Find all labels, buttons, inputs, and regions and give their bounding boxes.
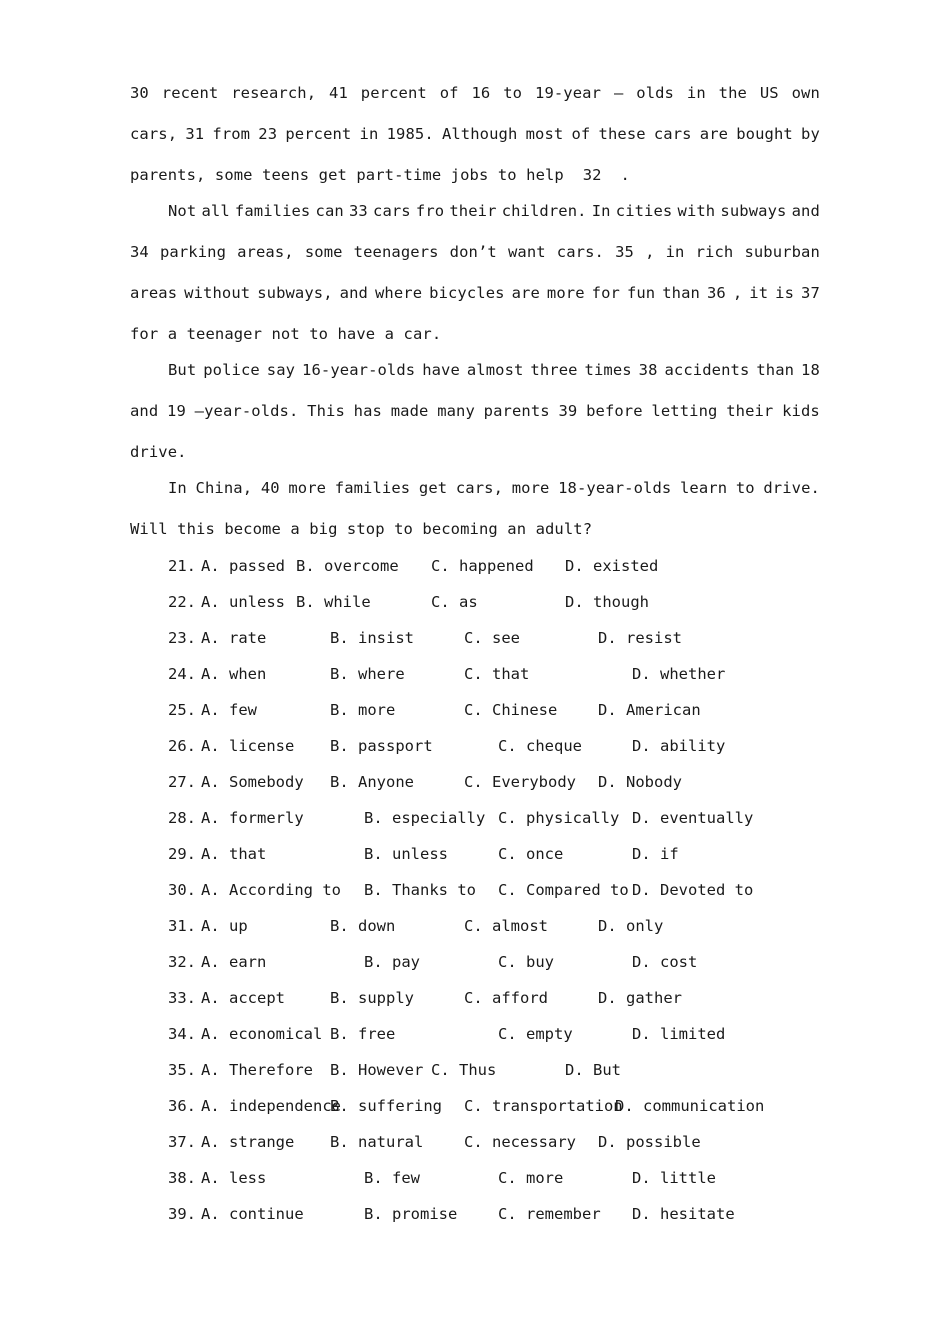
option-d: D. American bbox=[598, 701, 701, 719]
option-a: A. economical bbox=[201, 1025, 323, 1043]
passage-word: 36 bbox=[706, 284, 726, 302]
option-a: A. According to bbox=[201, 881, 341, 899]
option-a: A. passed bbox=[201, 557, 285, 575]
option-d: D. But bbox=[565, 1061, 621, 1079]
passage-word: fun bbox=[626, 284, 656, 302]
passage-word: 35 bbox=[615, 243, 634, 261]
option-d: D. if bbox=[632, 845, 679, 863]
passage-line bbox=[130, 324, 820, 344]
question-number: 33. bbox=[168, 989, 196, 1007]
option-a: A. up bbox=[201, 917, 248, 935]
option-b: B. However bbox=[330, 1061, 424, 1079]
question-row bbox=[168, 1132, 768, 1152]
passage-word: subways bbox=[720, 202, 787, 220]
option-a: A. less bbox=[201, 1169, 267, 1187]
option-d: D. cost bbox=[632, 953, 698, 971]
passage-word: to bbox=[735, 479, 755, 497]
passage-word: before bbox=[586, 402, 643, 420]
passage-word: these bbox=[598, 125, 646, 143]
passage-word: rich bbox=[695, 243, 734, 261]
option-b: B. suffering bbox=[330, 1097, 442, 1115]
passage-word: accidents bbox=[664, 361, 750, 379]
passage-word: percent bbox=[285, 125, 352, 143]
passage-word: of bbox=[571, 125, 591, 143]
passage-line bbox=[168, 478, 820, 498]
passage-word: 38 bbox=[638, 361, 658, 379]
option-d: D. gather bbox=[598, 989, 682, 1007]
question-number: 24. bbox=[168, 665, 196, 683]
passage-word: cars bbox=[653, 125, 692, 143]
option-c: C. afford bbox=[464, 989, 548, 1007]
question-row bbox=[168, 736, 768, 756]
passage-line bbox=[130, 165, 820, 185]
question-number: 34. bbox=[168, 1025, 196, 1043]
passage-line bbox=[130, 401, 820, 421]
passage-word: made bbox=[390, 402, 429, 420]
passage-word: 39 bbox=[558, 402, 578, 420]
option-b: B. passport bbox=[330, 737, 433, 755]
passage-word: US bbox=[759, 84, 779, 102]
question-number: 22. bbox=[168, 593, 196, 611]
passage-word: in bbox=[665, 243, 685, 261]
passage-word: many bbox=[437, 402, 475, 420]
option-d: D. ability bbox=[632, 737, 726, 755]
passage-word: In bbox=[591, 202, 611, 220]
option-c: C. once bbox=[498, 845, 564, 863]
passage-word: their bbox=[726, 402, 774, 420]
passage-word: 30 bbox=[130, 84, 149, 102]
question-row bbox=[168, 772, 768, 792]
passage-word: But bbox=[168, 361, 197, 379]
passage-word: some bbox=[304, 243, 343, 261]
passage-word: 16-year-olds bbox=[302, 361, 416, 379]
question-number: 26. bbox=[168, 737, 196, 755]
passage-line bbox=[130, 283, 820, 303]
question-row bbox=[168, 1096, 768, 1116]
question-number: 28. bbox=[168, 809, 196, 827]
option-d: D. Devoted to bbox=[632, 881, 754, 899]
passage-word: their bbox=[449, 202, 497, 220]
question-number: 21. bbox=[168, 557, 196, 575]
option-a: A. that bbox=[201, 845, 267, 863]
option-a: A. license bbox=[201, 737, 295, 755]
passage-word: recent bbox=[161, 84, 219, 102]
question-number: 27. bbox=[168, 773, 196, 791]
question-number: 37. bbox=[168, 1133, 196, 1151]
passage-word: 19-year bbox=[535, 84, 602, 102]
passage-word: children. bbox=[501, 202, 587, 220]
option-c: C. see bbox=[464, 629, 520, 647]
option-b: B. down bbox=[330, 917, 396, 935]
question-row bbox=[168, 988, 768, 1008]
passage-word: 19 bbox=[167, 402, 186, 420]
passage-word: This bbox=[307, 402, 345, 420]
option-b: B. overcome bbox=[296, 557, 399, 575]
passage-word: and bbox=[791, 202, 820, 220]
passage-word: suburban bbox=[744, 243, 820, 261]
passage-line bbox=[130, 519, 820, 539]
option-c: C. Compared to bbox=[498, 881, 629, 899]
question-number: 23. bbox=[168, 629, 196, 647]
option-a: A. formerly bbox=[201, 809, 304, 827]
question-number: 29. bbox=[168, 845, 196, 863]
passage-word: 40 bbox=[260, 479, 280, 497]
option-c: C. almost bbox=[464, 917, 548, 935]
passage-word: has bbox=[353, 402, 382, 420]
question-row bbox=[168, 664, 768, 684]
option-b: B. more bbox=[330, 701, 396, 719]
question-row bbox=[168, 880, 768, 900]
passage-word: families bbox=[234, 202, 311, 220]
question-number: 32. bbox=[168, 953, 196, 971]
option-a: A. earn bbox=[201, 953, 267, 971]
passage-word: 33 bbox=[348, 202, 368, 220]
passage-word: parents, some teens get part-time jobs to help 32 . bbox=[130, 166, 630, 184]
option-c: C. transportation bbox=[464, 1097, 623, 1115]
option-d: D. eventually bbox=[632, 809, 754, 827]
option-c: C. happened bbox=[431, 557, 534, 575]
option-c: C. empty bbox=[498, 1025, 573, 1043]
passage-word: –year-olds. bbox=[194, 402, 299, 420]
passage-word: Will this become a big stop to becoming an adult? bbox=[130, 520, 593, 538]
passage-word: all bbox=[201, 202, 230, 220]
passage-word: bicycles bbox=[429, 284, 505, 302]
question-row bbox=[168, 592, 768, 612]
passage-word: Although bbox=[441, 125, 518, 143]
passage-word: cars, bbox=[455, 479, 504, 497]
option-b: B. unless bbox=[364, 845, 448, 863]
option-b: B. while bbox=[296, 593, 371, 611]
passage-word: the bbox=[718, 84, 747, 102]
option-b: B. natural bbox=[330, 1133, 424, 1151]
option-d: D. hesitate bbox=[632, 1205, 735, 1223]
passage-word: police bbox=[203, 361, 260, 379]
passage-word: for bbox=[591, 284, 620, 302]
question-row bbox=[168, 952, 768, 972]
option-c: C. remember bbox=[498, 1205, 601, 1223]
option-a: A. continue bbox=[201, 1205, 304, 1223]
passage-word: is bbox=[775, 284, 795, 302]
question-number: 38. bbox=[168, 1169, 196, 1187]
passage-word: by bbox=[801, 125, 820, 143]
question-row bbox=[168, 916, 768, 936]
question-row bbox=[168, 556, 768, 576]
passage-line bbox=[130, 442, 820, 462]
question-number: 36. bbox=[168, 1097, 196, 1115]
passage-word: kids bbox=[782, 402, 820, 420]
passage-word: more bbox=[511, 479, 550, 497]
option-b: B. supply bbox=[330, 989, 414, 1007]
option-a: A. Somebody bbox=[201, 773, 304, 791]
option-c: C. as bbox=[431, 593, 478, 611]
option-c: C. physically bbox=[498, 809, 620, 827]
option-b: B. promise bbox=[364, 1205, 458, 1223]
passage-word: cities bbox=[615, 202, 673, 220]
passage-word: China, bbox=[195, 479, 253, 497]
passage-word: 16 bbox=[471, 84, 491, 102]
passage-word: and bbox=[339, 284, 368, 302]
passage-word: cars. bbox=[556, 243, 604, 261]
passage-word: drive. bbox=[130, 443, 187, 461]
question-number: 35. bbox=[168, 1061, 196, 1079]
question-number: 30. bbox=[168, 881, 196, 899]
passage-line bbox=[130, 83, 820, 103]
option-c: C. more bbox=[498, 1169, 564, 1187]
passage-word: letting bbox=[651, 402, 718, 420]
option-d: D. resist bbox=[598, 629, 682, 647]
option-c: C. buy bbox=[498, 953, 554, 971]
option-a: A. unless bbox=[201, 593, 285, 611]
passage-word: want bbox=[507, 243, 546, 261]
passage-word: Not bbox=[168, 202, 197, 220]
passage-word: 23 bbox=[258, 125, 278, 143]
option-a: A. accept bbox=[201, 989, 285, 1007]
option-c: C. Thus bbox=[431, 1061, 497, 1079]
option-c: C. necessary bbox=[464, 1133, 576, 1151]
question-number: 25. bbox=[168, 701, 196, 719]
passage-word: can bbox=[315, 202, 344, 220]
passage-word: have bbox=[422, 361, 460, 379]
passage-word: of bbox=[439, 84, 459, 102]
question-number: 31. bbox=[168, 917, 196, 935]
option-b: B. especially bbox=[364, 809, 486, 827]
passage-word: 18 bbox=[801, 361, 820, 379]
option-b: B. insist bbox=[330, 629, 414, 647]
option-d: D. possible bbox=[598, 1133, 701, 1151]
passage-word: In bbox=[168, 479, 187, 497]
passage-line bbox=[130, 124, 820, 144]
option-c: C. Chinese bbox=[464, 701, 558, 719]
option-a: A. when bbox=[201, 665, 267, 683]
passage-word: don’t bbox=[449, 243, 497, 261]
option-a: A. few bbox=[201, 701, 257, 719]
passage-word: – bbox=[613, 84, 624, 102]
option-d: D. Nobody bbox=[598, 773, 682, 791]
question-row bbox=[168, 1168, 768, 1188]
passage-word: parents bbox=[483, 402, 550, 420]
question-row bbox=[168, 808, 768, 828]
passage-word: 34 bbox=[130, 243, 149, 261]
passage-word: , bbox=[732, 284, 743, 302]
passage-word: teenagers bbox=[353, 243, 439, 261]
passage-word: 37 bbox=[801, 284, 820, 302]
option-d: D. communication bbox=[615, 1097, 765, 1115]
passage-word: than bbox=[662, 284, 700, 302]
question-row bbox=[168, 700, 768, 720]
passage-word: get bbox=[418, 479, 448, 497]
passage-word: 41 bbox=[329, 84, 348, 102]
passage-word: in bbox=[686, 84, 706, 102]
passage-word: without bbox=[184, 284, 251, 302]
option-b: B. few bbox=[364, 1169, 420, 1187]
question-row bbox=[168, 628, 768, 648]
passage-word: families bbox=[334, 479, 411, 497]
option-b: B. where bbox=[330, 665, 405, 683]
passage-line bbox=[168, 201, 820, 221]
option-d: D. existed bbox=[565, 557, 659, 575]
option-d: D. little bbox=[632, 1169, 716, 1187]
passage-line bbox=[168, 360, 820, 380]
passage-word: are bbox=[511, 284, 540, 302]
passage-word: bought bbox=[736, 125, 793, 143]
option-d: D. though bbox=[565, 593, 649, 611]
passage-word: three bbox=[530, 361, 578, 379]
passage-word: most bbox=[525, 125, 564, 143]
passage-word: where bbox=[374, 284, 423, 302]
passage-word: from bbox=[212, 125, 251, 143]
option-b: B. Anyone bbox=[330, 773, 414, 791]
passage-word: and bbox=[130, 402, 159, 420]
passage-word: cars, bbox=[130, 125, 178, 143]
passage-word: to bbox=[503, 84, 523, 102]
passage-word: percent bbox=[360, 84, 427, 102]
passage-word: parking bbox=[159, 243, 227, 261]
option-d: D. only bbox=[598, 917, 664, 935]
passage-word: almost bbox=[466, 361, 524, 379]
passage-line bbox=[130, 242, 820, 262]
question-row bbox=[168, 1204, 768, 1224]
option-c: C. that bbox=[464, 665, 530, 683]
passage-word: it bbox=[749, 284, 769, 302]
passage-word: learn bbox=[679, 479, 728, 497]
option-a: A. rate bbox=[201, 629, 267, 647]
passage-word: drive. bbox=[763, 479, 820, 497]
passage-word: own bbox=[791, 84, 820, 102]
passage-word: in bbox=[359, 125, 379, 143]
question-row bbox=[168, 844, 768, 864]
passage-word: say bbox=[266, 361, 296, 379]
passage-word: fro bbox=[415, 202, 445, 220]
passage-word: for a teenager not to have a car. bbox=[130, 325, 442, 343]
option-c: C. cheque bbox=[498, 737, 582, 755]
option-a: A. independence bbox=[201, 1097, 341, 1115]
passage-word: subways, bbox=[257, 284, 333, 302]
passage-word: 18-year-olds bbox=[558, 479, 672, 497]
option-b: B. free bbox=[330, 1025, 396, 1043]
passage-word: are bbox=[699, 125, 729, 143]
question-row bbox=[168, 1024, 768, 1044]
passage-word: cars bbox=[373, 202, 411, 220]
option-a: A. Therefore bbox=[201, 1061, 313, 1079]
option-b: B. pay bbox=[364, 953, 420, 971]
passage-word: with bbox=[677, 202, 716, 220]
passage-word: 1985. bbox=[386, 125, 434, 143]
option-a: A. strange bbox=[201, 1133, 295, 1151]
passage-word: more bbox=[546, 284, 585, 302]
option-c: C. Everybody bbox=[464, 773, 576, 791]
passage-word: olds bbox=[636, 84, 674, 102]
passage-word: areas bbox=[130, 284, 178, 302]
passage-word: times bbox=[584, 361, 632, 379]
passage-word: areas, bbox=[237, 243, 294, 261]
passage-word: research, bbox=[231, 84, 317, 102]
option-d: D. limited bbox=[632, 1025, 726, 1043]
passage-word: 31 bbox=[185, 125, 205, 143]
question-number: 39. bbox=[168, 1205, 196, 1223]
option-d: D. whether bbox=[632, 665, 726, 683]
question-row bbox=[168, 1060, 768, 1080]
option-b: B. Thanks to bbox=[364, 881, 476, 899]
passage-word: than bbox=[756, 361, 795, 379]
passage-word: , bbox=[645, 243, 655, 261]
passage-word: more bbox=[288, 479, 327, 497]
